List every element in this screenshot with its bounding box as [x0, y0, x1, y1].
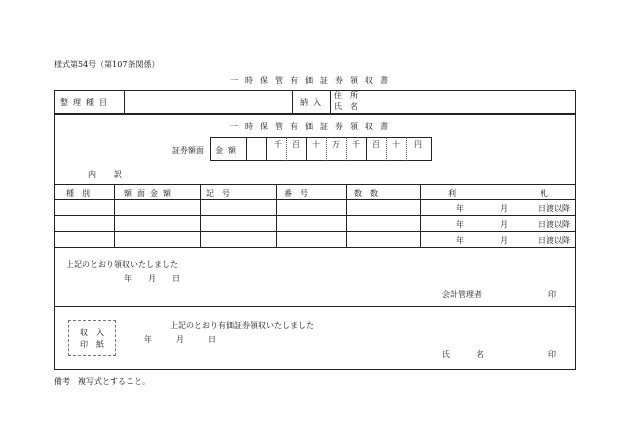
col-face-amount: 額面金額 — [124, 189, 176, 198]
document-title: 一時保管有価証券領収書 — [230, 76, 395, 85]
category-label: 整理種目 — [60, 98, 112, 107]
receipt-statement: 上記のとおり領収いたしました — [66, 260, 178, 269]
digit-5: 千 — [352, 140, 360, 149]
officer-label: 会計管理者 — [442, 290, 482, 299]
name-label: 氏 名 — [334, 102, 358, 111]
col-number: 番 号 — [284, 189, 308, 198]
row2-month: 月 — [500, 220, 508, 229]
col-type: 種 別 — [66, 189, 90, 198]
return-seal: 印 — [548, 350, 556, 359]
digit-7: 十 — [392, 140, 400, 149]
row3-year: 年 — [456, 236, 464, 245]
revenue-stamp-box — [68, 320, 116, 356]
stamp-label-2: 印 紙 — [80, 340, 104, 349]
col-interest-right: 札 — [540, 189, 548, 198]
row1-note: 日渡以降 — [538, 204, 570, 213]
row2-note: 日渡以降 — [538, 220, 570, 229]
form-reference: 様式第54号（第107条関係） — [54, 60, 160, 69]
footnote: 備考 複写式とすること。 — [54, 377, 150, 386]
amount-label: 金額 — [215, 146, 241, 155]
return-name-label-1: 氏 — [442, 350, 450, 359]
digit-4: 万 — [332, 140, 340, 149]
return-year: 年 — [144, 335, 152, 344]
row3-note: 日渡以降 — [538, 236, 570, 245]
digit-6: 百 — [372, 140, 380, 149]
officer-seal: 印 — [548, 290, 556, 299]
return-month: 月 — [176, 335, 184, 344]
stamp-label-1: 収 入 — [80, 328, 104, 337]
row3-month: 月 — [500, 236, 508, 245]
digit-8: 円 — [414, 140, 422, 149]
col-symbol: 記 号 — [206, 189, 230, 198]
digit-3: 十 — [312, 140, 320, 149]
return-statement: 上記のとおり有価証券領収いたしました — [170, 321, 314, 330]
receipt-year: 年 — [124, 274, 132, 283]
payer-label: 納入 — [300, 98, 326, 107]
col-quantity: 数 数 — [354, 189, 378, 198]
address-label: 住 所 — [334, 91, 358, 100]
row1-year: 年 — [456, 204, 464, 213]
return-day: 日 — [208, 335, 216, 344]
digit-2: 百 — [292, 140, 300, 149]
row1-month: 月 — [500, 204, 508, 213]
return-name-label-2: 名 — [476, 350, 484, 359]
col-interest-left: 利 — [448, 189, 456, 198]
face-value-label: 証券額面 — [172, 146, 204, 155]
receipt-day: 日 — [172, 274, 180, 283]
receipt-month: 月 — [148, 274, 156, 283]
digit-1: 千 — [274, 140, 282, 149]
row2-year: 年 — [456, 220, 464, 229]
inner-title: 一時保管有価証券領収書 — [230, 122, 395, 131]
breakdown-label: 内 訳 — [88, 170, 127, 179]
